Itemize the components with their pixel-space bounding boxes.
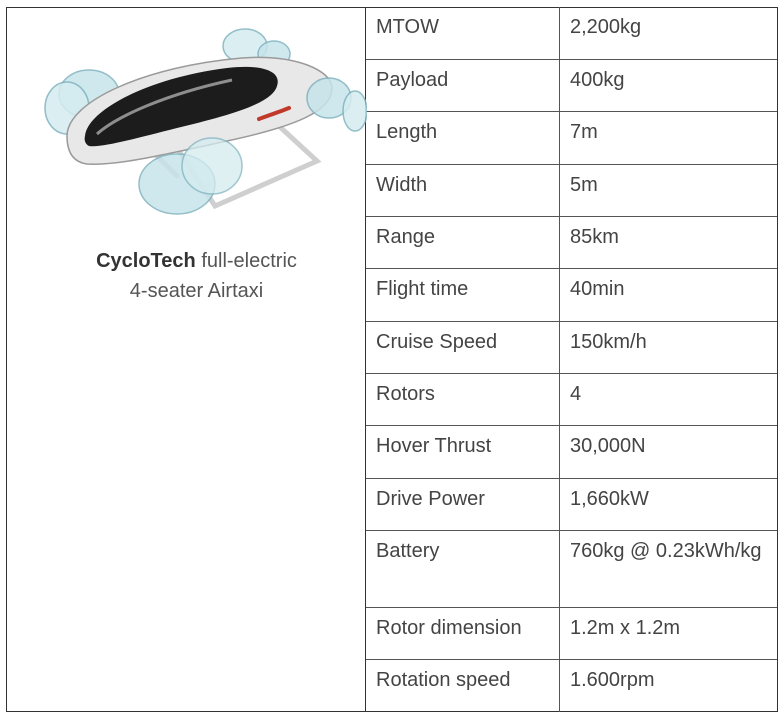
spec-row xyxy=(366,216,777,268)
spec-label: Hover Thrust xyxy=(366,426,560,478)
aircraft-panel xyxy=(7,8,366,711)
spec-label: Length xyxy=(366,112,560,164)
spec-value: 1.2m x 1.2m xyxy=(560,607,778,659)
spec-sheet-frame xyxy=(6,7,778,712)
caption-line-1 xyxy=(7,246,386,276)
spec-value: 5m xyxy=(560,164,778,216)
spec-value: 760kg @ 0.23kWh/kg xyxy=(560,531,778,608)
spec-row xyxy=(366,269,777,321)
spec-table-body xyxy=(366,7,777,712)
spec-label: Range xyxy=(366,216,560,268)
spec-row xyxy=(366,659,777,712)
spec-value: 30,000N xyxy=(560,426,778,478)
spec-row xyxy=(366,607,777,659)
spec-label: Battery xyxy=(366,531,560,608)
spec-row xyxy=(366,164,777,216)
spec-label: Flight time xyxy=(366,269,560,321)
rotor-front-right xyxy=(307,78,367,131)
spec-value: 150km/h xyxy=(560,321,778,373)
spec-value: 7m xyxy=(560,112,778,164)
spec-row xyxy=(366,426,777,478)
airtaxi-illustration xyxy=(27,16,367,231)
spec-row xyxy=(366,531,777,608)
spec-value: 85km xyxy=(560,216,778,268)
spec-row xyxy=(366,374,777,426)
caption-brand: CycloTech xyxy=(96,250,196,272)
spec-value: 1,660kW xyxy=(560,478,778,530)
caption-line-2: 4-seater Airtaxi xyxy=(129,280,264,302)
spec-value: 1.600rpm xyxy=(560,659,778,712)
spec-label: Rotors xyxy=(366,374,560,426)
spec-row xyxy=(366,112,777,164)
spec-label: Cruise Speed xyxy=(366,321,560,373)
spec-row xyxy=(366,478,777,530)
spec-label: Rotation speed xyxy=(366,659,560,712)
aircraft-caption xyxy=(7,246,386,306)
spec-row xyxy=(366,321,777,373)
spec-label: Width xyxy=(366,164,560,216)
spec-value: 2,200kg xyxy=(560,7,778,59)
spec-label: MTOW xyxy=(366,7,560,59)
spec-value: 400kg xyxy=(560,59,778,111)
spec-row xyxy=(366,7,777,59)
spec-label: Rotor dimension xyxy=(366,607,560,659)
spec-value: 4 xyxy=(560,374,778,426)
spec-label: Drive Power xyxy=(366,478,560,530)
caption-line-1-rest: full-electric xyxy=(201,250,297,272)
spec-label: Payload xyxy=(366,59,560,111)
spec-value: 40min xyxy=(560,269,778,321)
spec-row xyxy=(366,59,777,111)
spec-table xyxy=(366,7,777,712)
